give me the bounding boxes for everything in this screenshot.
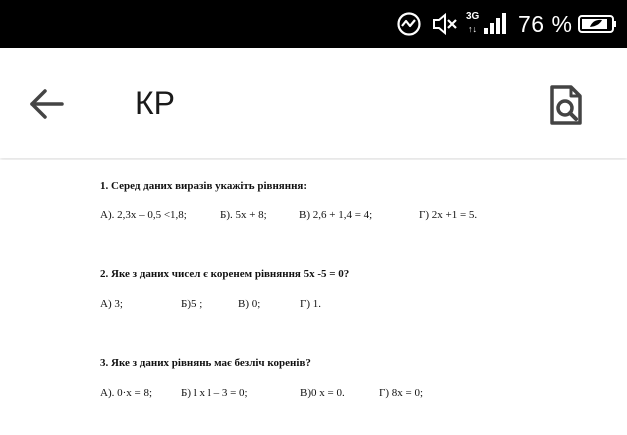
question-2-title: 2. Яке з даних чисел є коренем рівняння 5х -5 = 0? — [100, 268, 350, 280]
back-button[interactable] — [24, 82, 68, 126]
app-bar — [0, 48, 627, 158]
mute-icon — [432, 0, 458, 48]
document-search-button[interactable] — [544, 82, 588, 128]
network-type-label: 3G — [466, 11, 480, 22]
question-1-option-d: Г) 2х +1 = 5. — [419, 209, 478, 221]
battery-percent: 76 % — [518, 10, 573, 37]
document-search-icon — [549, 84, 583, 126]
question-2-option-d: Г) 1. — [300, 298, 322, 310]
question-1-option-a: А). 2,3х – 0,5 <1,8; — [100, 209, 187, 221]
question-1-option-b: Б). 5х + 8; — [220, 209, 267, 221]
document-content — [0, 160, 627, 435]
page-title: КР — [135, 85, 175, 121]
question-1-option-c: В) 2,6 + 1,4 = 4; — [299, 209, 373, 221]
question-3-title: 3. Яке з даних рівнянь має безліч коренів? — [100, 357, 311, 369]
question-3-option-a: А). 0·х = 8; — [100, 387, 153, 399]
question-3-option-d: Г) 8х = 0; — [379, 387, 424, 399]
data-activity-label: ↑↓ — [468, 24, 477, 34]
battery-icon — [578, 0, 618, 48]
question-3-option-b: Б) l х l – 3 = 0; — [181, 387, 248, 399]
question-2-option-b: Б)5 ; — [181, 298, 203, 310]
question-1-title: 1. Серед даних виразів укажіть рівняння: — [100, 180, 308, 192]
question-3-option-c: В)0 х = 0. — [300, 387, 345, 399]
signal-icon — [466, 0, 516, 48]
status-bar — [0, 0, 627, 48]
question-2-option-a: А) 3; — [100, 298, 123, 310]
question-2-option-c: В) 0; — [238, 298, 261, 310]
hotspot-icon — [396, 0, 422, 48]
back-arrow-icon — [28, 88, 64, 120]
